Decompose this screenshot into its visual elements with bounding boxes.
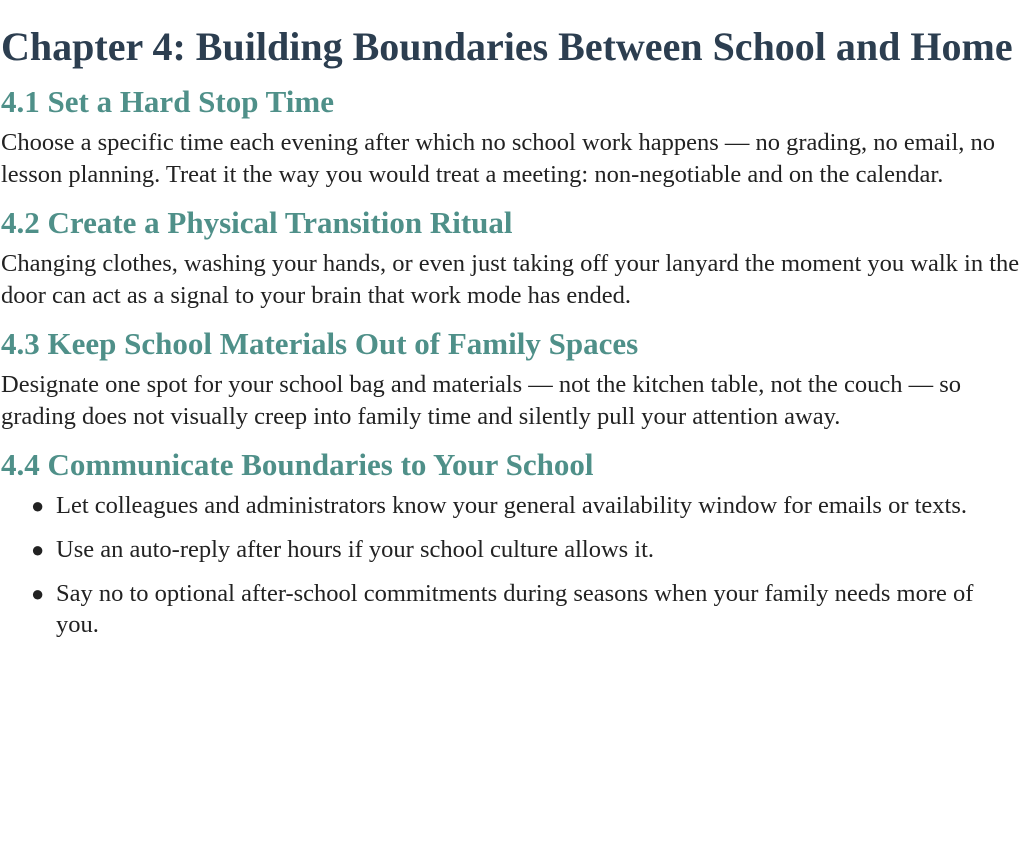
section-hard-stop	[1, 83, 1022, 191]
bullet-icon: ●	[31, 581, 45, 606]
section-body: Changing clothes, washing your hands, or even just taking off your lanyard the moment you walk in the door can act as a signal to your brain that work mode has ended.	[1, 250, 1020, 309]
section-heading: 4.3 Keep School Materials Out of Family Spaces	[1, 326, 639, 361]
chapter-title: Chapter 4: Building Boundaries Between School and Home	[1, 24, 1013, 69]
list-item	[31, 578, 1022, 640]
list-item-text: Use an auto-reply after hours if your school culture allows it.	[56, 536, 655, 563]
section-heading: 4.2 Create a Physical Transition Ritual	[1, 205, 513, 240]
list-item	[31, 490, 1022, 521]
section-materials	[1, 325, 1022, 433]
list-item-text: Say no to optional after-school commitments during seasons when your family needs more of you.	[56, 580, 974, 638]
bullet-list	[1, 490, 1022, 640]
section-communicate	[1, 446, 1022, 640]
section-transition-ritual	[1, 204, 1022, 312]
section-body: Choose a specific time each evening after which no school work happens — no grading, no email, no lesson planning. Treat it the way you would treat a meeting: non-negotiable and on the calendar.	[1, 129, 996, 188]
bullet-icon: ●	[31, 537, 45, 562]
section-heading: 4.4 Communicate Boundaries to Your School	[1, 447, 594, 482]
section-heading: 4.1 Set a Hard Stop Time	[1, 84, 334, 119]
section-body: Designate one spot for your school bag and materials — not the kitchen table, not the couch — so grading does not visually creep into family time and silently pull your attention away.	[1, 371, 962, 430]
bullet-icon: ●	[31, 493, 45, 518]
list-item	[31, 534, 1022, 565]
list-item-text: Let colleagues and administrators know your general availability window for emails or texts.	[56, 492, 968, 519]
